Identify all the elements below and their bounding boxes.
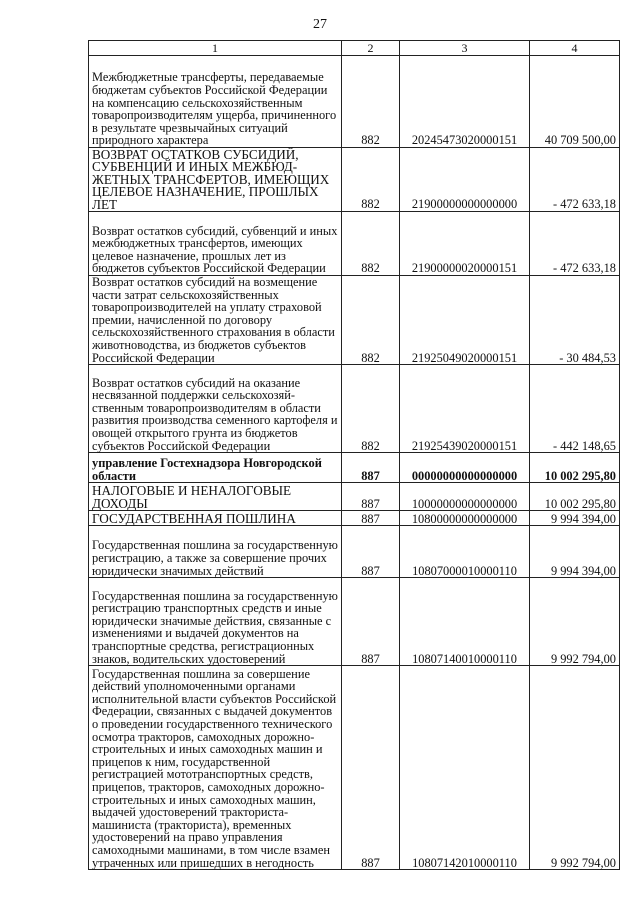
row-budget-code: 00000000000000000 [400,453,530,483]
header-cell-name: 1 [89,41,342,56]
table-row [89,511,620,526]
row-budget-code: 10000000000000000 [400,483,530,511]
table-row [89,365,620,453]
row-name: Возврат остатков субсидий на оказание несвязанной поддержки сельскохозяйственным товаропроизводителям в области развития производства семенного картофеля и овощей открытого грунта из бюджетов субъектов Российской Федерации [89,365,342,453]
row-budget-code: 21925049020000151 [400,276,530,365]
row-budget-code: 10807000010000110 [400,526,530,578]
row-name: Государственная пошлина за совершение действий уполномоченными органами исполнительной власти субъектов Российской Федерации, связанных с выдачей документов о проведении государственного технического осмотра тракторов, самоходных дорожно-строительных и иных самоходных машин и прицепов к ним, государственной регистрацией мототранспортных средств, прицепов, тракторов, самоходных дорожно-строительных и иных самоходных машин, выдачей удостоверений тракториста-машиниста (тракториста), временных удостоверений на право управления самоходными машинами, в том числе взамен утраченных или пришедших в негодность [89,666,342,870]
row-admin-code: 887 [342,666,400,870]
row-budget-code: 10807140010000110 [400,578,530,666]
row-admin-code: 882 [342,212,400,276]
table-row [89,578,620,666]
row-budget-code: 10800000000000000 [400,511,530,526]
table-row [89,56,620,148]
table-row [89,526,620,578]
row-budget-code: 21925439020000151 [400,365,530,453]
row-name: Возврат остатков субсидий на возмещение части затрат сельскохозяйственных товаропроизводителей на уплату страховой премии, начисленной по договору сельскохозяйственного страхования в области животноводства, из бюджетов субъектов Российской Федерации [89,276,342,365]
row-amount: 10 002 295,80 [530,483,620,511]
row-admin-code: 887 [342,453,400,483]
row-admin-code: 882 [342,56,400,148]
row-name: Межбюджетные трансферты, передаваемые бюджетам субъектов Российской Федерации на компенсацию сельскохозяйственным товаропроизводителям ущерба, причиненного в результате чрезвычайных ситуаций природного характера [89,56,342,148]
row-amount: 9 994 394,00 [530,526,620,578]
row-budget-code: 21900000020000151 [400,212,530,276]
table-row [89,148,620,212]
row-name: НАЛОГОВЫЕ И НЕНАЛОГОВЫЕ ДОХОДЫ [89,483,342,511]
row-budget-code: 10807142010000110 [400,666,530,870]
row-amount: 9 992 794,00 [530,578,620,666]
row-amount: - 442 148,65 [530,365,620,453]
row-amount: - 472 633,18 [530,148,620,212]
row-admin-code: 887 [342,511,400,526]
row-amount: - 30 484,53 [530,276,620,365]
row-admin-code: 882 [342,365,400,453]
row-admin-code: 887 [342,483,400,511]
row-admin-code: 887 [342,578,400,666]
row-name: Возврат остатков субсидий, субвенций и иных межбюджетных трансфертов, имеющих целевое назначение, прошлых лет из бюджетов субъектов Российской Федерации [89,212,342,276]
row-name: ВОЗВРАТ ОСТАТКОВ СУБСИДИЙ, СУБВЕНЦИЙ И ИНЫХ МЕЖБЮДЖЕТНЫХ ТРАНСФЕРТОВ, ИМЕЮЩИХ ЦЕЛЕВОЕ НАЗНАЧЕНИЕ, ПРОШЛЫХ ЛЕТ [89,148,342,212]
budget-table [88,40,620,870]
row-admin-code: 882 [342,276,400,365]
table-header-row [89,41,620,56]
row-budget-code: 20245473020000151 [400,56,530,148]
table-row [89,212,620,276]
row-amount: 10 002 295,80 [530,453,620,483]
row-name: Государственная пошлина за государственную регистрацию транспортных средств и иные юридически значимые действия, связанные с изменениями и выдачей документов на транспортные средства, регистрационных знаков, водительских удостоверений [89,578,342,666]
row-amount: - 472 633,18 [530,212,620,276]
table-row [89,276,620,365]
row-admin-code: 882 [342,148,400,212]
row-amount: 9 992 794,00 [530,666,620,870]
table-row [89,483,620,511]
row-name: Государственная пошлина за государственную регистрацию, а также за совершение прочих юридически значимых действий [89,526,342,578]
header-cell-code: 3 [400,41,530,56]
table-row [89,666,620,870]
row-admin-code: 887 [342,526,400,578]
row-amount: 40 709 500,00 [530,56,620,148]
row-budget-code: 21900000000000000 [400,148,530,212]
row-amount: 9 994 394,00 [530,511,620,526]
page-number: 27 [313,17,327,32]
header-cell-admin: 2 [342,41,400,56]
row-name: ГОСУДАРСТВЕННАЯ ПОШЛИНА [89,511,342,526]
table-row [89,453,620,483]
row-name: управление Гостехнадзора Новгородской области [89,453,342,483]
header-cell-amount: 4 [530,41,620,56]
